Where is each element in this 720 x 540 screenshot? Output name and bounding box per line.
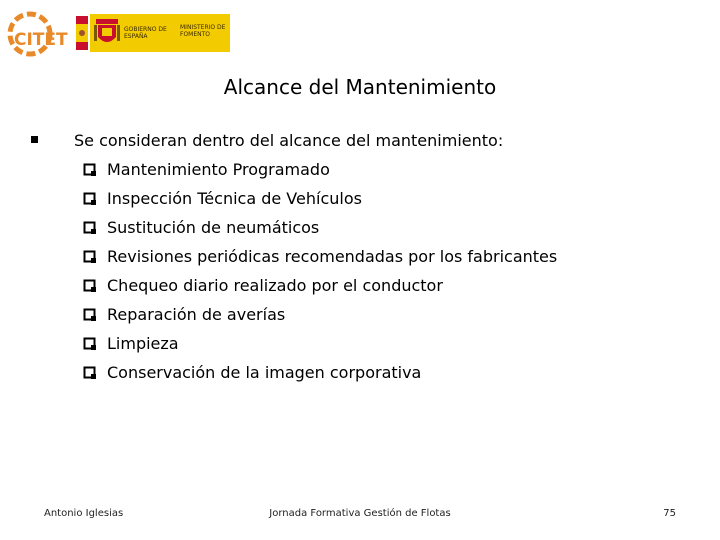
checkbox-bullet-icon bbox=[83, 163, 96, 176]
square-bullet-icon bbox=[31, 136, 38, 143]
checkbox-bullet-icon bbox=[83, 250, 96, 263]
checkbox-bullet-icon bbox=[83, 337, 96, 350]
footer-event: Jornada Formativa Gestión de Flotas bbox=[269, 508, 451, 519]
intro-text: Se consideran dentro del alcance del mantenimiento: bbox=[74, 131, 504, 150]
list-item-text: Mantenimiento Programado bbox=[107, 160, 330, 179]
list-item-text: Inspección Técnica de Vehículos bbox=[107, 189, 362, 208]
list-item-text: Revisiones periódicas recomendadas por los fabricantes bbox=[107, 247, 558, 266]
slide-title: Alcance del Mantenimiento bbox=[223, 75, 497, 99]
coat-of-arms-icon bbox=[94, 19, 120, 47]
citet-logo-text: CITET bbox=[14, 30, 68, 50]
checkbox-bullet-icon bbox=[83, 221, 96, 234]
list-item-text: Chequeo diario realizado por el conductor bbox=[107, 276, 443, 295]
ministerio-text: MINISTERIO DE FOMENTO bbox=[180, 24, 226, 38]
spanish-flag-icon bbox=[74, 14, 90, 52]
list-item-text: Reparación de averías bbox=[107, 305, 286, 324]
gobierno-text: GOBIERNO DE ESPAÑA bbox=[124, 26, 167, 40]
list-item-text: Sustitución de neumáticos bbox=[107, 218, 320, 237]
list-item-text: Limpieza bbox=[107, 334, 179, 353]
footer-author: Antonio Iglesias bbox=[44, 508, 124, 519]
checkbox-bullet-icon bbox=[83, 279, 96, 292]
list-item-text: Conservación de la imagen corporativa bbox=[107, 363, 422, 382]
checkbox-bullet-icon bbox=[83, 192, 96, 205]
gobierno-logo bbox=[74, 14, 230, 52]
checkbox-bullet-icon bbox=[83, 308, 96, 321]
citet-logo bbox=[4, 10, 66, 58]
page-number: 75 bbox=[663, 508, 676, 519]
checkbox-bullet-icon bbox=[83, 366, 96, 379]
